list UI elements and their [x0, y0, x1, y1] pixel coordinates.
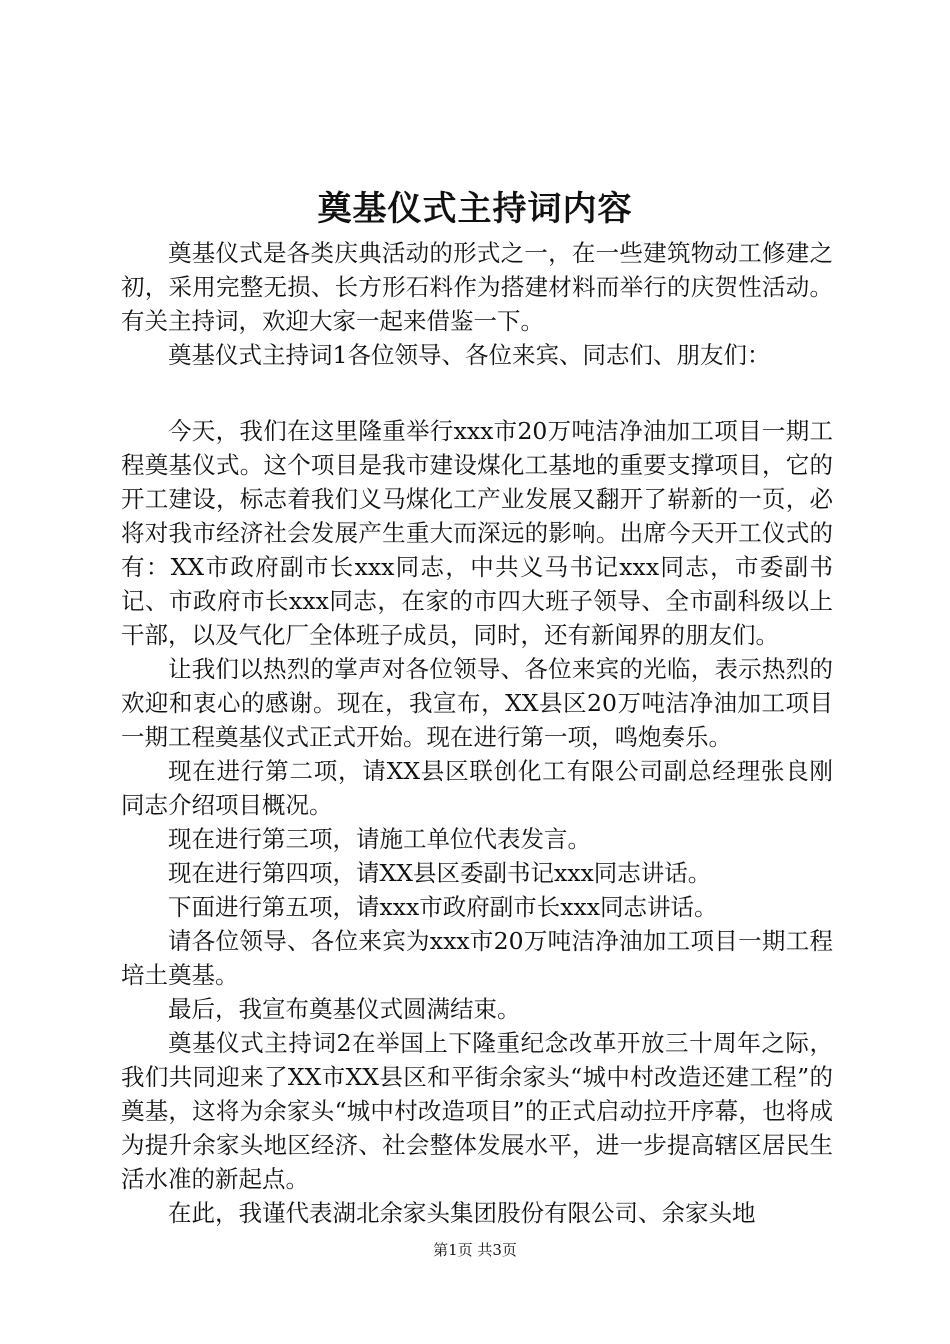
paragraph-item-2: 现在进行第二项，请XX县区联创化工有限公司副总经理张良刚同志介绍项目概况。 — [121, 757, 833, 819]
paragraph-item-3: 现在进行第三项，请施工单位代表发言。 — [168, 825, 591, 853]
paragraph-intro: 奠基仪式是各类庆典活动的形式之一，在一些建筑物动工修建之初，采用完整无损、长方形石料作为搭建材料而举行的庆贺性活动。有关主持词，欢迎大家一起来借鉴一下。 — [121, 239, 833, 335]
document-title: 奠基仪式主持词内容 — [317, 189, 633, 229]
page-footer: 第1页 共3页 — [433, 1241, 517, 1259]
paragraph-speech-2: 奠基仪式主持词2在举国上下隆重纪念改革开放三十周年之际，我们共同迎来了XX市XX县区和平街余家头“城中村改造还建工程”的奠基，这将为余家头“城中村改造项目”的正式启动拉开序幕，也将成为提升余家头地区经济、社会整体发展水平，进一步提高辖区居民生活水准的新起点。 — [121, 1029, 833, 1193]
paragraph-greeting: 奠基仪式主持词1各位领导、各位来宾、同志们、朋友们： — [168, 341, 771, 369]
paragraph-welcome: 让我们以热烈的掌声对各位领导、各位来宾的光临，表示热烈的欢迎和衷心的感谢。现在，我宣布，XX县区20万吨洁净油加工项目一期工程奠基仪式正式开始。现在进行第一项，鸣炮奏乐。 — [121, 655, 833, 751]
paragraph-representation: 在此，我谨代表湖北余家头集团股份有限公司、余家头地 — [168, 1199, 756, 1227]
paragraph-opening: 今天，我们在这里隆重举行xxx市20万吨洁净油加工项目一期工程奠基仪式。这个项目是我市建设煤化工基地的重要支撑项目，它的开工建设，标志着我们义马煤化工产业发展又翻开了崭新的一页，必将对我市经济社会发展产生重大而深远的影响。出席今天开工仪式的有：XX市政府副市长xxx同志，中共义马书记xxx同志，市委副书记、市政府市长xxx同志，在家的市四大班子领导、全市副科级以上干部，以及气化厂全体班子成员，同时，还有新闻界的朋友们。 — [121, 417, 833, 649]
paragraph-item-4: 现在进行第四项，请XX县区委副书记xxx同志讲话。 — [168, 859, 712, 887]
paragraph-item-5: 下面进行第五项，请xxx市政府副市长xxx同志讲话。 — [168, 893, 718, 921]
paragraph-closing: 最后，我宣布奠基仪式圆满结束。 — [168, 995, 521, 1023]
paragraph-groundbreaking: 请各位领导、各位来宾为xxx市20万吨洁净油加工项目一期工程培土奠基。 — [121, 927, 833, 989]
blank-line — [121, 372, 833, 414]
document-body — [121, 236, 833, 1230]
